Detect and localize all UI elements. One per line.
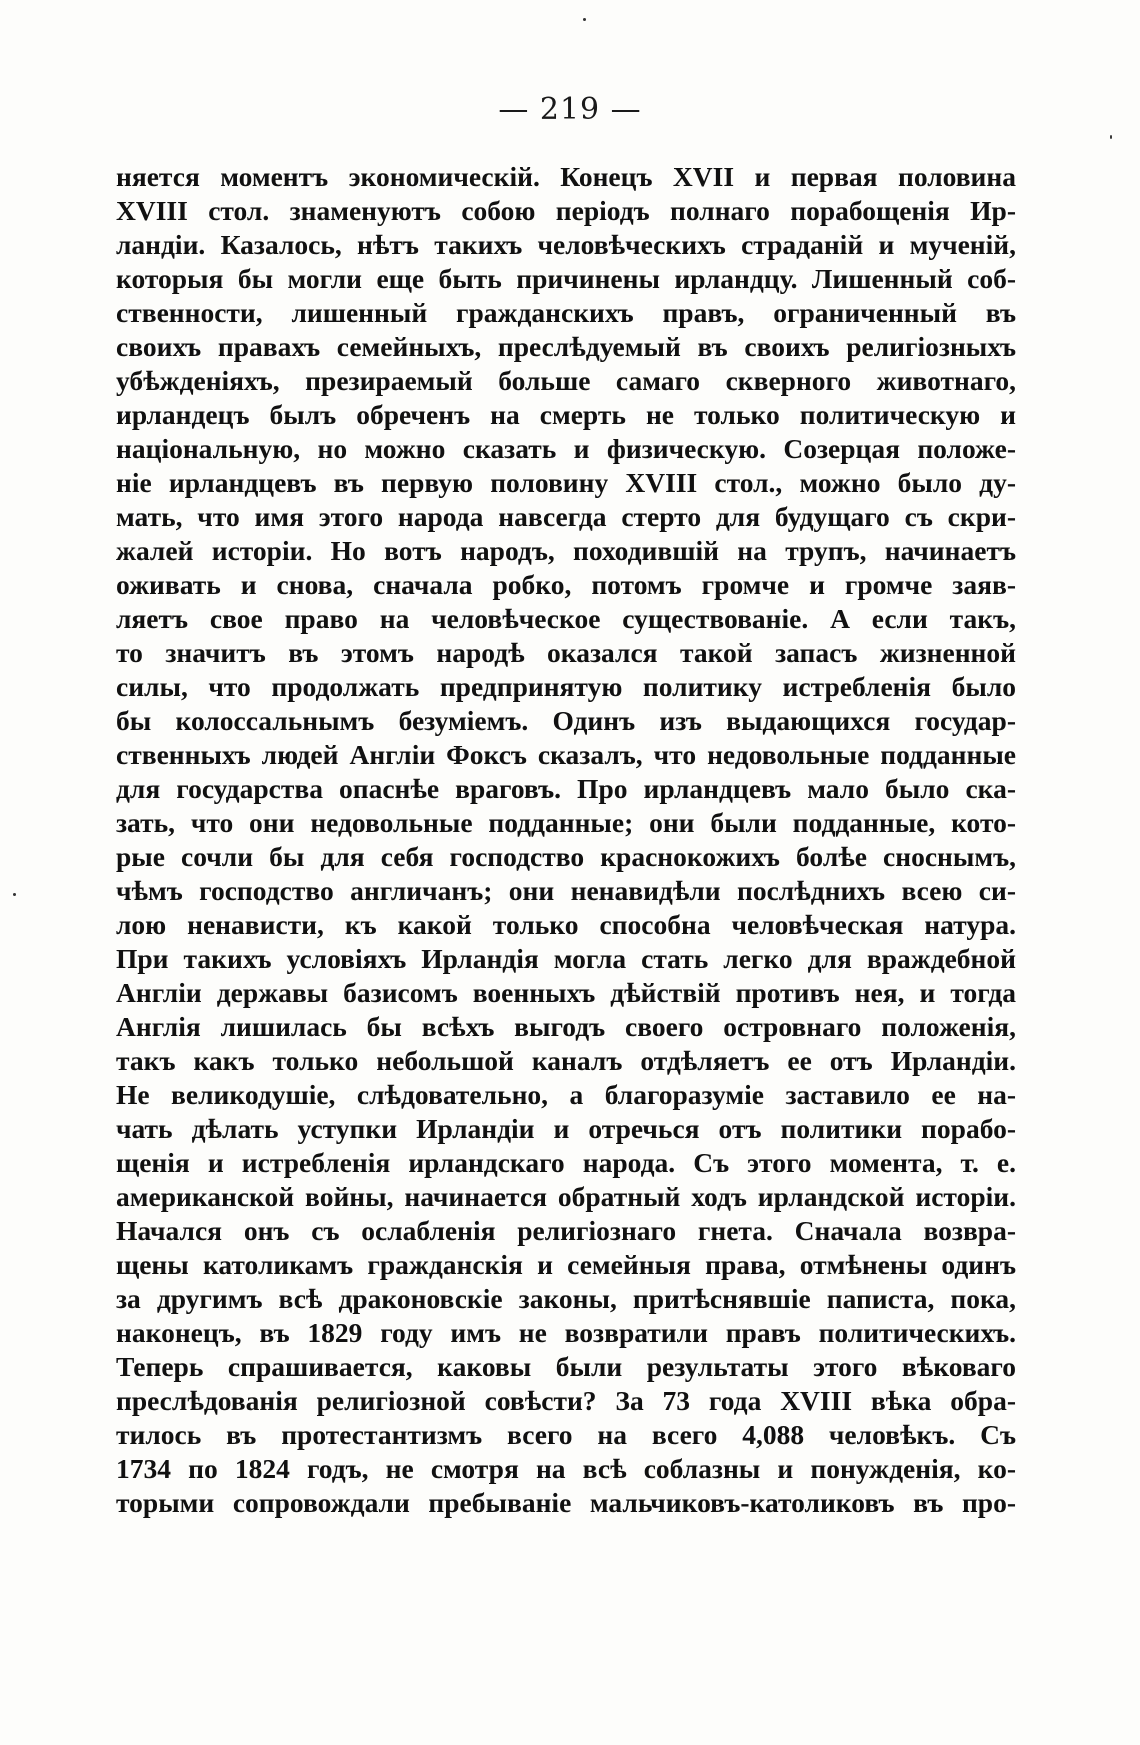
print-speck — [13, 893, 16, 896]
text-line: лою ненависти, къ какой только способна человѣческая натура. — [116, 909, 1016, 940]
text-line: силы, что продолжать предпринятую политику истребленія было — [116, 671, 1016, 702]
text-line: національную, но можно сказать и физическую. Созерцая положе- — [116, 433, 1016, 464]
text-line: няется моментъ экономическій. Конецъ XVII и первая половина — [116, 161, 1016, 192]
text-line: чать дѣлать уступки Ирландіи и отречься отъ политики порабо- — [116, 1113, 1016, 1144]
text-line: Англія лишилась бы всѣхъ выгодъ своего островнаго положенія, — [116, 1011, 1016, 1042]
text-line: Англіи державы базисомъ военныхъ дѣйствій противъ нея, и тогда — [116, 977, 1016, 1008]
text-line: оживать и снова, сначала робко, потомъ громче и громче заяв- — [116, 569, 1016, 600]
text-line: ирландецъ былъ обреченъ на смерть не только политическую и — [116, 399, 1016, 430]
text-line: зать, что они недовольные подданные; они были подданные, кото- — [116, 807, 1016, 838]
text-line: убѣжденіяхъ, презираемый больше самаго скверного животнаго, — [116, 365, 1016, 396]
text-line: ственныхъ людей Англіи Фоксъ сказалъ, что недовольные подданные — [116, 739, 1016, 770]
text-line: ственности, лишенный гражданскихъ правъ, ограниченный въ — [116, 297, 1016, 328]
text-line: преслѣдованія религіозной совѣсти? За 73 года XVIII вѣка обра- — [116, 1385, 1016, 1416]
body-text — [116, 160, 1016, 1520]
text-line: своихъ правахъ семейныхъ, преслѣдуемый въ своихъ религіозныхъ — [116, 331, 1016, 362]
text-line: щенія и истребленія ирландскаго народа. Съ этого момента, т. е. — [116, 1147, 1016, 1178]
text-line: При такихъ условіяхъ Ирландія могла стать легко для враждебной — [116, 943, 1016, 974]
print-speck — [583, 18, 586, 21]
text-line: 1734 по 1824 годъ, не смотря на всѣ соблазны и понужденія, ко- — [116, 1453, 1016, 1484]
print-speck — [1110, 135, 1112, 139]
text-line: рые сочли бы для себя господство краснокожихъ болѣе сноснымъ, — [116, 841, 1016, 872]
text-line: чѣмъ господство англичанъ; они ненавидѣли послѣднихъ всею си- — [116, 875, 1016, 906]
text-line: бы колоссальнымъ безуміемъ. Одинъ изъ выдающихся государ- — [116, 705, 1016, 736]
text-line: ляетъ свое право на человѣческое существованіе. А если такъ, — [116, 603, 1016, 634]
text-line: наконецъ, въ 1829 году имъ не возвратили правъ политическихъ. — [116, 1317, 1016, 1348]
text-line: американской войны, начинается обратный ходъ ирландской исторіи. — [116, 1181, 1016, 1212]
text-line: жалей исторіи. Но вотъ народъ, походившій на трупъ, начинаетъ — [116, 535, 1016, 566]
text-line: Теперь спрашивается, каковы были результаты этого вѣковаго — [116, 1351, 1016, 1382]
text-line: то значитъ въ этомъ народѣ оказался такой запасъ жизненной — [116, 637, 1016, 668]
text-line: торыми сопровождали пребываніе мальчиковъ-католиковъ въ про- — [116, 1487, 1016, 1518]
text-line: за другимъ всѣ драконовскіе законы, притѣснявшіе паписта, пока, — [116, 1283, 1016, 1314]
text-line: для государства опаснѣе враговъ. Про ирландцевъ мало было ска- — [116, 773, 1016, 804]
text-line: мать, что имя этого народа навсегда стерто для будущаго съ скри- — [116, 501, 1016, 532]
text-line: щены католикамъ гражданскія и семейныя права, отмѣнены одинъ — [116, 1249, 1016, 1280]
text-line: XVIII стол. знаменуютъ собою періодъ полнаго порабощенія Ир- — [116, 195, 1016, 226]
text-line: тилось въ протестантизмъ всего на всего 4,088 человѣкъ. Съ — [116, 1419, 1016, 1450]
page-number: — 219 — — [498, 92, 642, 127]
text-line: Начался онъ съ ослабленія религіознаго гнета. Сначала возвра- — [116, 1215, 1016, 1246]
text-line: которыя бы могли еще быть причинены ирландцу. Лишенный соб- — [116, 263, 1016, 294]
text-line: ніе ирландцевъ въ первую половину XVIII стол., можно было ду- — [116, 467, 1016, 498]
text-line: такъ какъ только небольшой каналъ отдѣляетъ ее отъ Ирландіи. — [116, 1045, 1016, 1076]
text-line: Не великодушіе, слѣдовательно, а благоразуміе заставило ее на- — [116, 1079, 1016, 1110]
text-line: ландіи. Казалось, нѣтъ такихъ человѣческихъ страданій и мученій, — [116, 229, 1016, 260]
